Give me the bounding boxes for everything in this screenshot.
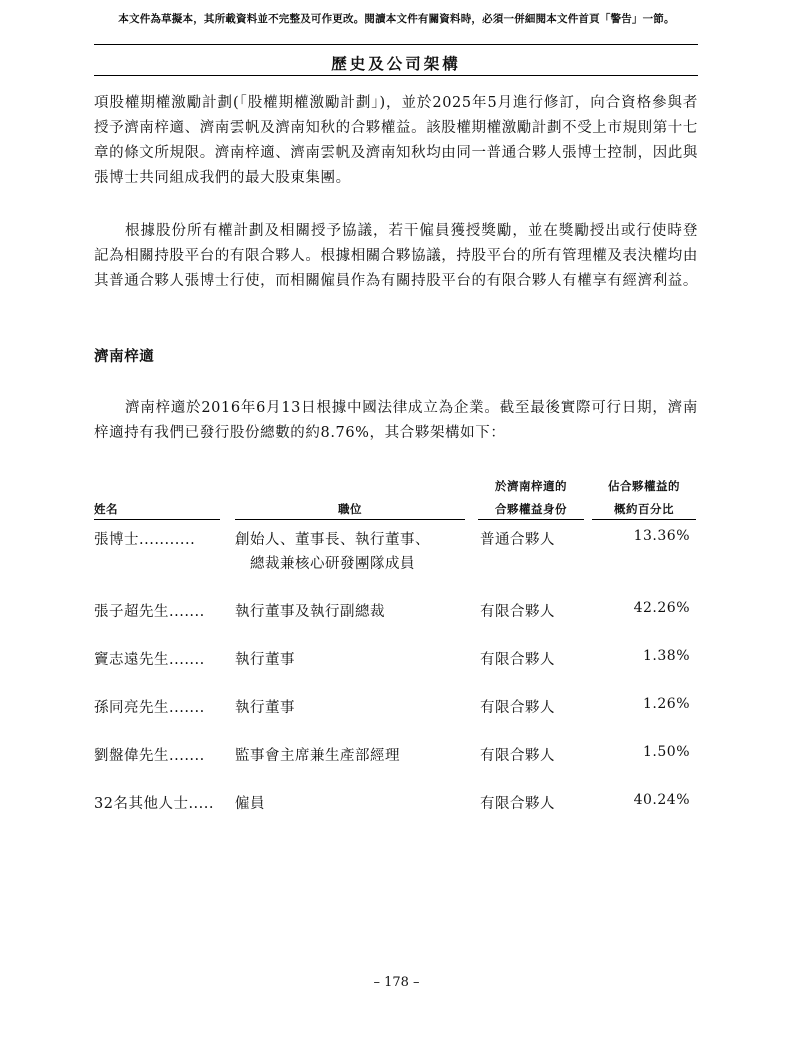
subsection-heading: 濟南梓適 <box>94 348 155 365</box>
header-name-rule <box>94 519 220 520</box>
partner-capacity: 有限合夥人 <box>480 796 555 812</box>
partner-position: 執行董事 <box>235 652 295 668</box>
partner-name: 竇志遠先生....... <box>94 652 205 668</box>
draft-warning: 本文件為草擬本，其所載資料並不完整及可作更改。閱讀本文件有關資料時，必須一併細閱本文件首頁「警告」一節。 <box>118 13 675 25</box>
subsection-intro: 濟南梓適於2016年6月13日根據中國法律成立為企業。截至最後實際可行日期，濟南梓適持有我們已發行股份總數的約8.76%，其合夥架構如下： <box>94 400 698 441</box>
partner-name: 32名其他人士..... <box>94 796 214 812</box>
table-row <box>0 528 793 574</box>
table-row <box>0 792 793 838</box>
section-title: 歷史及公司架構 <box>331 54 461 73</box>
header-pct-line1: 佔合夥權益的 <box>608 479 680 493</box>
header-name: 姓名 <box>94 502 118 516</box>
partner-position: 僱員 <box>235 796 265 812</box>
page-number: – 178 – <box>373 975 420 990</box>
partner-position: 執行董事及執行副總裁 <box>235 604 385 620</box>
partner-capacity: 有限合夥人 <box>480 652 555 668</box>
partner-position: 監事會主席兼生產部經理 <box>235 748 400 764</box>
partner-position: 執行董事 <box>235 700 295 716</box>
partner-capacity: 有限合夥人 <box>480 700 555 716</box>
partner-capacity: 有限合夥人 <box>480 748 555 764</box>
table-row <box>0 696 793 742</box>
partner-percentage: 1.50% <box>643 744 690 760</box>
partner-name: 劉盤偉先生....... <box>94 748 205 764</box>
partner-capacity: 有限合夥人 <box>480 604 555 620</box>
header-pct-line2: 概約百分比 <box>614 502 674 516</box>
header-position-rule <box>235 519 465 520</box>
header-capacity-line2: 合夥權益身份 <box>495 502 567 516</box>
header-capacity-line1: 於濟南梓適的 <box>495 479 567 493</box>
header-rule-bottom <box>94 75 698 76</box>
table-row <box>0 744 793 790</box>
partner-position-line1: 創始人、董事長、執行董事、 <box>235 532 430 548</box>
header-pct-rule <box>592 519 696 520</box>
paragraph-1: 項股權期權激勵計劃(「股權期權激勵計劃」)，並於2025年5月進行修訂，向合資格參與者授予濟南梓適、濟南雲帆及濟南知秋的合夥權益。該股權期權激勵計劃不受上市規則第十七章的條文所規限。濟南梓適、濟南雲帆及濟南知秋均由同一普通合夥人張博士控制，因此與張博士共同組成我們的最大股東集團。 <box>94 95 698 186</box>
partner-name: 張子超先生....... <box>94 604 205 620</box>
partner-position <box>235 528 470 576</box>
paragraph-2: 根據股份所有權計劃及相關授予協議，若干僱員獲授獎勵，並在獎勵授出或行使時登記為相關持股平台的有限合夥人。根據相關合夥協議，持股平台的所有管理權及表決權均由其普通合夥人張博士行使，而相關僱員作為有關持股平台的有限合夥人有權享有經濟利益。 <box>94 223 698 289</box>
partner-name: 張博士........... <box>94 532 196 548</box>
partner-percentage: 13.36% <box>633 528 690 544</box>
header-position: 職位 <box>338 502 362 516</box>
partner-position-line2: 總裁兼核心研發團隊成員 <box>250 556 415 572</box>
partner-name: 孫同亮先生....... <box>94 700 205 716</box>
partner-capacity: 普通合夥人 <box>480 532 555 548</box>
partner-percentage: 1.26% <box>643 696 690 712</box>
header-capacity-rule <box>478 519 584 520</box>
partner-percentage: 1.38% <box>643 648 690 664</box>
partner-percentage: 42.26% <box>633 600 690 616</box>
table-row <box>0 600 793 646</box>
partner-percentage: 40.24% <box>633 792 690 808</box>
header-rule-top <box>94 44 698 45</box>
table-row <box>0 648 793 694</box>
